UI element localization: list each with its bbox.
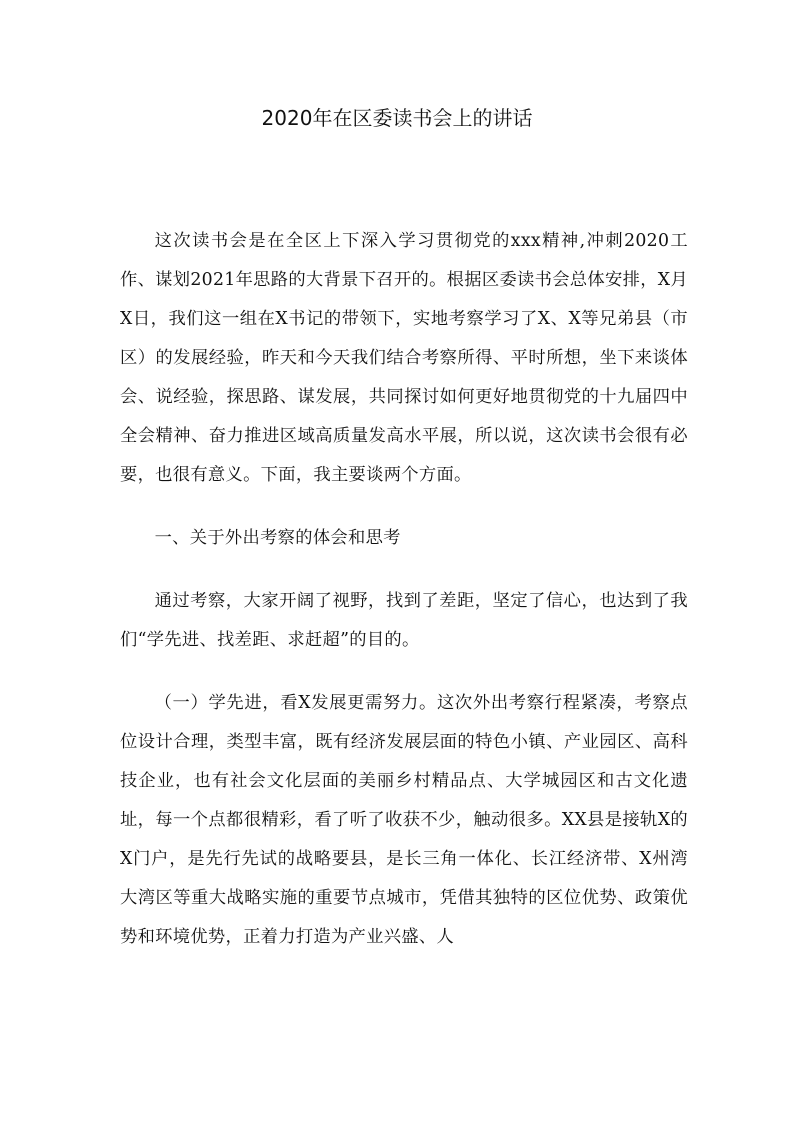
- body-paragraph: （一）学先进，看X发展更需努力。这次外出考察行程紧凑，考察点位设计合理，类型丰富，既有经济发展层面的特色小镇、产业园区、高科技企业，也有社会文化层面的美丽乡村精品点、大学城园区和古文化遗址，每一个点都很精彩，看了听了收获不少，触动很多。XX县是接轨X的X门户，是先行先试的战略要县，是长三角一体化、长江经济带、X州湾大湾区等重大战略实施的重要节点城市，凭借其独特的区位优势、政策优势和环境优势，正着力打造为产业兴盛、人: [120, 693, 688, 947]
- document-title: 2020年在区委读书会上的讲话: [261, 106, 533, 130]
- body-paragraph: 这次读书会是在全区上下深入学习贯彻党的xxx精神,冲刺2020工作、谋划2021年思路的大背景下召开的。根据区委读书会总体安排，X月X日，我们这一组在X书记的带领下，实地考察学习了X、X等兄弟县（市区）的发展经验，昨天和今天我们结合考察所得、平时所想，坐下来谈体会、说经验，探思路、谋发展，共同探讨如何更好地贯彻党的十九届四中全会精神、奋力推进区域高质量发高水平展，所以说，这次读书会很有必要，也很有意义。下面，我主要谈两个方面。: [120, 231, 688, 485]
- section-heading: 一、关于外出考察的体会和思考: [154, 528, 401, 548]
- document-body: [120, 222, 688, 957]
- body-paragraph: 通过考察，大家开阔了视野，找到了差距，坚定了信心，也达到了我们“学先进、找差距、求赶超”的目的。: [120, 591, 688, 650]
